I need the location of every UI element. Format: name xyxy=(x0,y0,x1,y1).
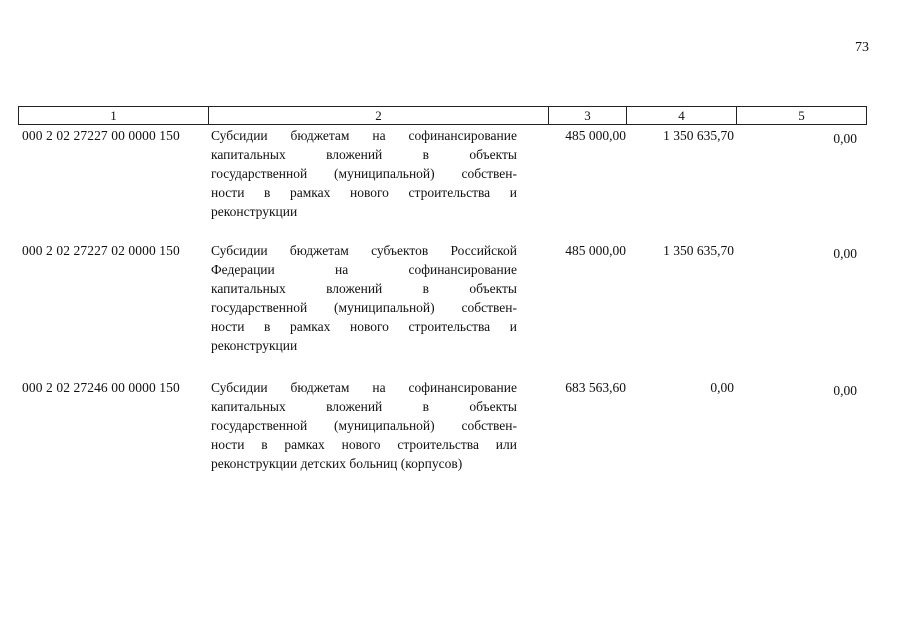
header-cell-1: 1 xyxy=(19,107,209,124)
item-description xyxy=(211,241,517,355)
header-cell-5: 5 xyxy=(798,108,805,123)
budget-code: 000 2 02 27227 00 0000 150 xyxy=(22,128,180,143)
amount-col3: 485 000,00 xyxy=(565,128,626,143)
amount-col5: 0,00 xyxy=(833,131,857,146)
description-line: государственной (муниципальной) собствен- xyxy=(211,418,517,433)
amount-col4: 1 350 635,70 xyxy=(663,243,734,258)
item-description xyxy=(211,126,517,221)
description-line: капитальных вложений в объекты xyxy=(211,281,517,296)
item-description xyxy=(211,378,517,473)
header-cell-4: 4 xyxy=(627,107,737,124)
description-line: Субсидии бюджетам на софинансирование xyxy=(211,380,517,395)
amount-col3: 683 563,60 xyxy=(565,380,626,395)
description-line: реконструкции детских больниц (корпусов) xyxy=(211,456,463,471)
amount-col4: 0,00 xyxy=(710,380,734,395)
amount-col5: 0,00 xyxy=(833,383,857,398)
page-number: 73 xyxy=(855,40,869,55)
amount-col5: 0,00 xyxy=(833,246,857,261)
amount-col3: 485 000,00 xyxy=(565,243,626,258)
header-cell-3: 3 xyxy=(549,107,627,124)
description-line: ности в рамках нового строительства и xyxy=(211,185,517,200)
description-line: капитальных вложений в объекты xyxy=(211,147,517,162)
description-line: ности в рамках нового строительства и xyxy=(211,319,517,334)
budget-code: 000 2 02 27227 02 0000 150 xyxy=(22,243,180,258)
header-cell-2: 2 xyxy=(209,107,549,124)
table-header-row xyxy=(18,106,867,125)
description-line: капитальных вложений в объекты xyxy=(211,399,517,414)
description-line: ности в рамках нового строительства или xyxy=(211,437,517,452)
amount-col4: 1 350 635,70 xyxy=(663,128,734,143)
description-line: государственной (муниципальной) собствен- xyxy=(211,300,517,315)
description-line: Федерации на софинансирование xyxy=(211,262,517,277)
description-line: Субсидии бюджетам на софинансирование xyxy=(211,128,517,143)
budget-code: 000 2 02 27246 00 0000 150 xyxy=(22,380,180,395)
description-line: реконструкции xyxy=(211,204,298,219)
description-line: реконструкции xyxy=(211,338,298,353)
description-line: Субсидии бюджетам субъектов Российской xyxy=(211,243,517,258)
description-line: государственной (муниципальной) собствен- xyxy=(211,166,517,181)
